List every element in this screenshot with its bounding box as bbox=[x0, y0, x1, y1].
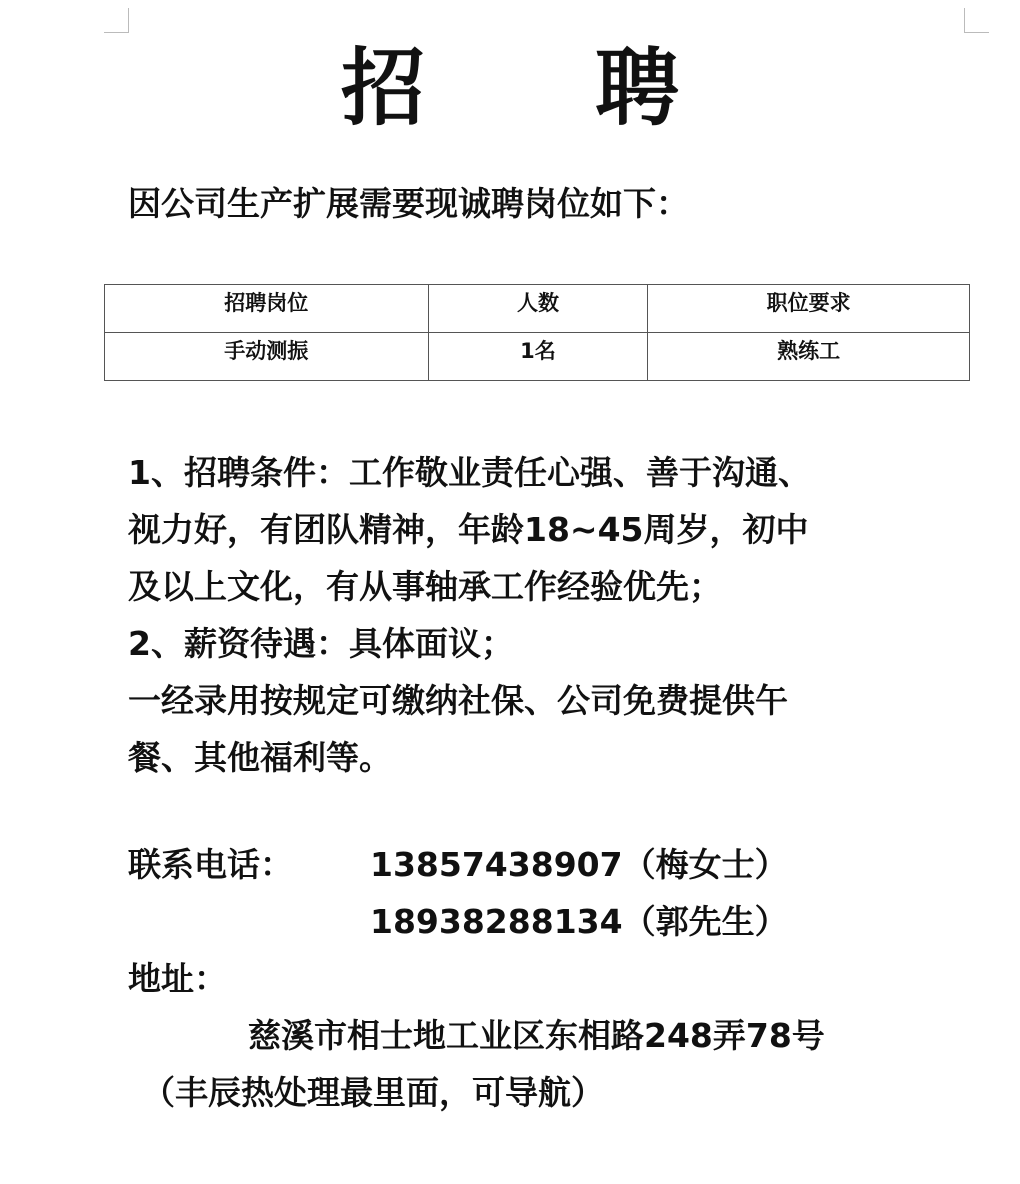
conditions-block bbox=[128, 444, 988, 786]
address-line-1: 慈溪市相士地工业区东相路248弄78号 bbox=[248, 1016, 825, 1055]
contact-phone-1: 13857438907（梅女士） bbox=[370, 845, 788, 884]
conditions-line: 1、招聘条件：工作敬业责任心强、善于沟通、 bbox=[128, 453, 811, 492]
intro-text: 因公司生产扩展需要现诚聘岗位如下： bbox=[128, 184, 689, 223]
jobs-table bbox=[104, 284, 970, 381]
page-title bbox=[0, 38, 1020, 138]
conditions-line: 及以上文化，有从事轴承工作经验优先； bbox=[128, 567, 722, 606]
address-label: 地址： bbox=[128, 959, 227, 998]
page-corner-mark-right bbox=[964, 8, 989, 33]
page-corner-mark-left bbox=[104, 8, 129, 33]
table-header-row bbox=[105, 285, 970, 333]
header-requirement: 职位要求 bbox=[648, 285, 970, 333]
cell-count: 1名 bbox=[428, 333, 648, 381]
address-line-2: （丰辰热处理最里面，可导航） bbox=[142, 1073, 604, 1112]
benefits-line: 餐、其他福利等。 bbox=[128, 738, 392, 777]
header-count: 人数 bbox=[428, 285, 648, 333]
title-char-2: 聘 bbox=[595, 39, 680, 137]
title-char-1: 招 bbox=[340, 39, 425, 137]
salary-line: 2、薪资待遇：具体面议； bbox=[128, 624, 514, 663]
benefits-line: 一经录用按规定可缴纳社保、公司免费提供午 bbox=[128, 681, 788, 720]
table-row bbox=[105, 333, 970, 381]
header-position: 招聘岗位 bbox=[105, 285, 429, 333]
contact-block bbox=[128, 836, 988, 950]
address-block bbox=[128, 950, 988, 1121]
contact-label: 联系电话： bbox=[128, 845, 293, 884]
cell-position: 手动测振 bbox=[105, 333, 429, 381]
contact-phone-2: 18938288134（郭先生） bbox=[370, 902, 788, 941]
cell-requirement: 熟练工 bbox=[648, 333, 970, 381]
conditions-line: 视力好，有团队精神，年龄18~45周岁，初中 bbox=[128, 510, 809, 549]
